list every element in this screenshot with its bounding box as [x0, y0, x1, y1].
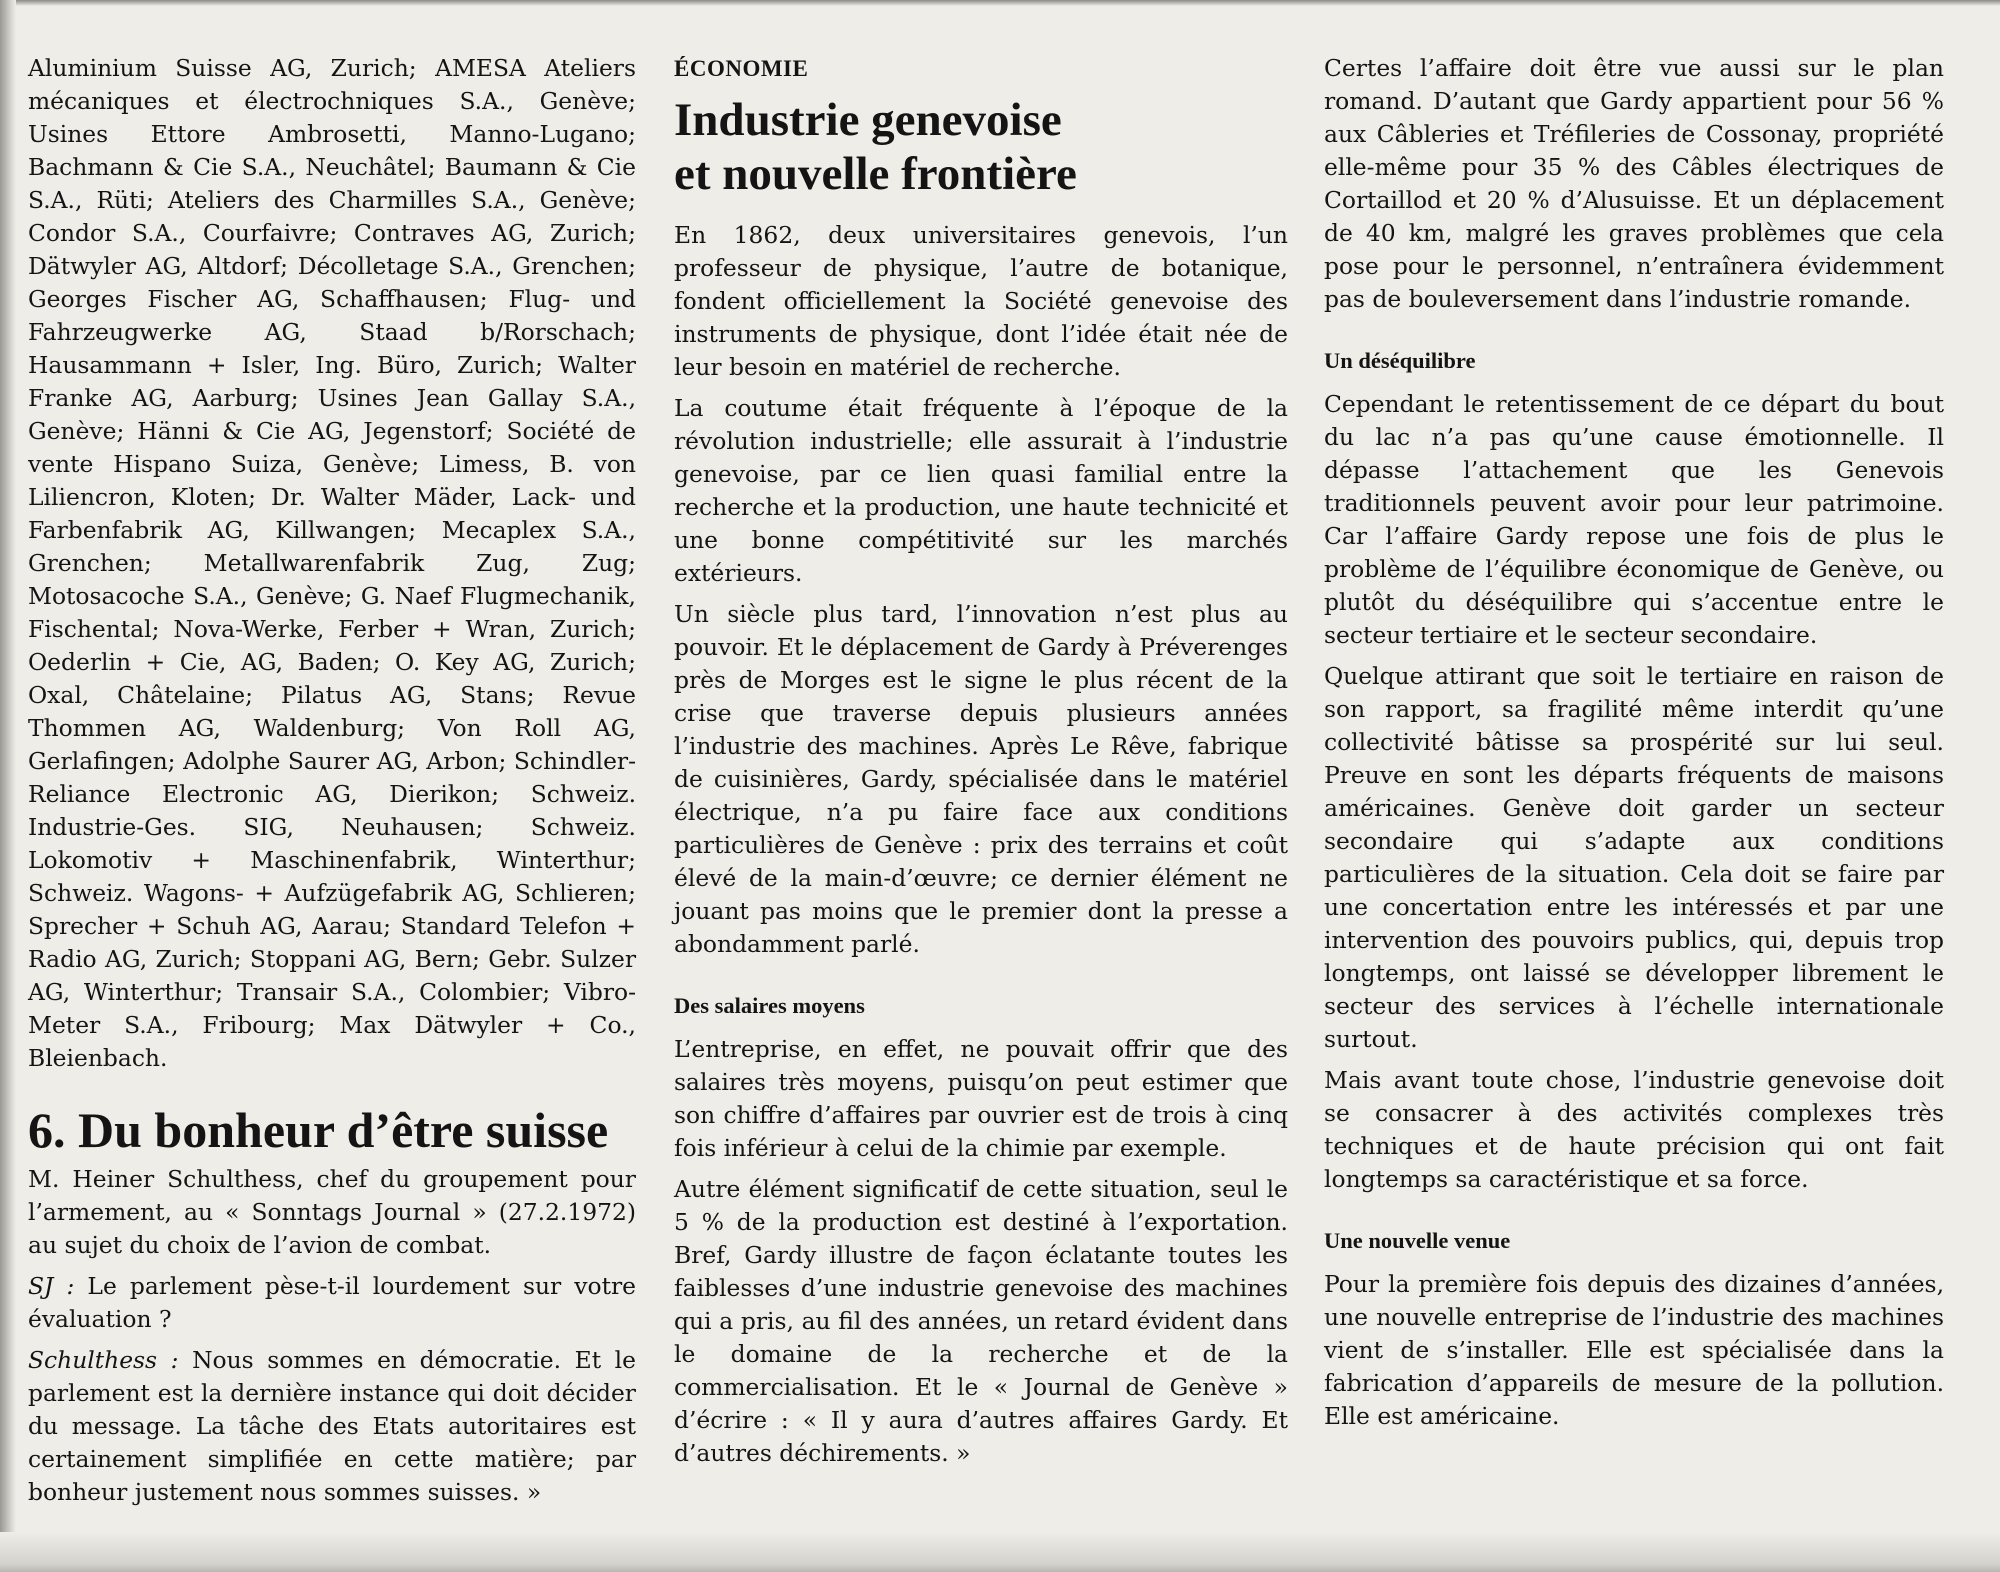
headline-line-1: Industrie genevoise: [674, 94, 1062, 146]
article-paragraph-7: Cependant le retentissement de ce départ du bout du lac n’a pas qu’une cause émotionnelle. Il dépasse l’attachement que les Genevois traditionnels peuvent avoir pour leur patrimoine. Car l’affaire Gardy repose une fois de plus le problème de l’équilibre économique de Genève, ou plutôt du déséquilibre qui s’accentue entre le secteur tertiaire et le secteur secondaire.: [1324, 390, 1944, 649]
question-text: Le parlement pèse-t-il lourdement sur votre évaluation ?: [28, 1272, 636, 1333]
article-paragraph-9: Mais avant toute chose, l’industrie genevoise doit se consacrer à des activités complexes très techniques et de haute précision qui ont fait longtemps sa caractéristique et sa force.: [1324, 1066, 1944, 1193]
article-paragraph-3: Un siècle plus tard, l’innovation n’est plus au pouvoir. Et le déplacement de Gardy à Préverenges près de Morges est le signe le plus récent de la crise que traverse depuis plusieurs années l’industrie des machines. Après Le Rêve, fabrique de cuisinières, Gardy, spécialisée dans le matériel électrique, n’a pu faire face aux conditions particulières de Genève : prix des terrains et coût élevé de la main-d’œuvre; ce dernier élément ne jouant pas moins que le premier dont la presse a abondamment parlé.: [674, 600, 1288, 958]
section-title: 6. Du bonheur d’être suisse: [28, 1102, 609, 1158]
article-paragraph-5: Autre élément significatif de cette situation, seul le 5 % de la production est destiné à l’exportation. Bref, Gardy illustre de façon éclatante toutes les faiblesses d’une industrie genevoise des machines qui a pris, au fil des années, un retard évident dans le domaine de la recherche et de la commercialisation. Et le « Journal de Genève » d’écrire : « Il y aura d’autres affaires Gardy. Et d’autres déchirements. »: [674, 1175, 1288, 1467]
section-label: ÉCONOMIE: [674, 56, 809, 81]
subheading-desequilibre: Un déséquilibre: [1324, 348, 1476, 373]
article-paragraph-2: La coutume était fréquente à l’époque de la révolution industrielle; elle assurait à l’industrie genevoise, par ce lien quasi familial entre la recherche et la production, une haute technicité et une bonne compétitivité sur les marchés extérieurs.: [674, 394, 1288, 587]
page-left-shadow: [0, 0, 16, 1572]
article-paragraph-1: En 1862, deux universitaires genevois, l’un professeur de physique, l’autre de botanique, fondent officiellement la Société genevoise des instruments de physique, dont l’idée était née de leur besoin en matériel de recherche.: [674, 221, 1288, 381]
interview-question: [28, 1270, 636, 1336]
article-paragraph-8: Quelque attirant que soit le tertiaire en raison de son rapport, sa fragilité même interdit qu’une collectivité bâtisse sa prospérité sur lui seul. Preuve en sont les départs fréquents de maisons américaines. Genève doit garder un secteur secondaire qui s’adapte aux conditions particulières de la situation. Cela doit se faire par une concertation entre les intéressés et par une intervention des pouvoirs publics, qui, depuis trop longtemps, ont laissé se développer librement le secteur des services à l’échelle internationale surtout.: [1324, 662, 1944, 1053]
column-right: [1324, 52, 1944, 1441]
interview-answer: [28, 1344, 636, 1509]
article-headline: [674, 93, 1288, 201]
question-speaker: SJ :: [28, 1272, 75, 1300]
subheading-salaires: Des salaires moyens: [674, 993, 865, 1018]
answer-speaker: Schulthess :: [28, 1346, 179, 1374]
article-paragraph-6: Certes l’affaire doit être vue aussi sur le plan romand. D’autant que Gardy appartient pour 56 % aux Câbleries et Tréfileries de Cossonay, propriété elle-même pour 35 % des Câbles électriques de Cortaillod et 20 % d’Alusuisse. Et un déplacement de 40 km, malgré les graves problèmes que cela pose pour le personnel, n’entraînera évidemment pas de bouleversement dans l’industrie romande.: [1324, 54, 1944, 313]
headline-line-2: et nouvelle frontière: [674, 148, 1077, 200]
column-left: [28, 52, 636, 1517]
answer-text: Nous sommes en démocratie. Et le parlement est la dernière instance qui doit décider du message. La tâche des Etats autoritaires est certainement simplifiée en cette matière; par bonheur justement nous sommes suisses. »: [28, 1346, 636, 1506]
subheading-nouvelle-venue: Une nouvelle venue: [1324, 1228, 1511, 1253]
page-bottom-shadow: [0, 1532, 2000, 1572]
column-middle: [674, 52, 1288, 1478]
article-paragraph-10: Pour la première fois depuis des dizaines d’années, une nouvelle entreprise de l’industrie des machines vient de s’installer. Elle est spécialisée dans la fabrication d’appareils de mesure de la pollution. Elle est américaine.: [1324, 1270, 1944, 1430]
page-top-shadow: [0, 0, 2000, 6]
interview-intro: M. Heiner Schulthess, chef du groupement pour l’armement, au « Sonntags Journal » (27.2.1972) au sujet du choix de l’avion de combat.: [28, 1165, 636, 1259]
company-list-paragraph: Aluminium Suisse AG, Zurich; AMESA Ateliers mécaniques et électrochniques S.A., Genève; Usines Ettore Ambrosetti, Manno-Lugano; Bachmann & Cie S.A., Neuchâtel; Baumann & Cie S.A., Rüti; Ateliers des Charmilles S.A., Genève; Condor S.A., Courfaivre; Contraves AG, Zurich; Dätwyler AG, Altdorf; Décolletage S.A., Grenchen; Georges Fischer AG, Schaffhausen; Flug- und Fahrzeugwerke AG, Staad b/Rorschach; Hausammann + Isler, Ing. Büro, Zurich; Walter Franke AG, Aarburg; Usines Jean Gallay S.A., Genève; Hänni & Cie AG, Jegenstorf; Société de vente Hispano Suiza, Genève; Limess, B. von Liliencron, Kloten; Dr. Walter Mäder, Lack- und Farbenfabrik AG, Killwangen; Mecaplex S.A., Grenchen; Metallwarenfabrik Zug, Zug; Motosacoche S.A., Genève; G. Naef Flugmechanik, Fischental; Nova-Werke, Ferber + Wran, Zurich; Oederlin + Cie, AG, Baden; O. Key AG, Zurich; Oxal, Châtelaine; Pilatus AG, Stans; Revue Thommen AG, Waldenburg; Von Roll AG, Gerlafingen; Adolphe Saurer AG, Arbon; Schindler-Reliance Electronic AG, Dierikon; Schweiz. Industrie-Ges. SIG, Neuhausen; Schweiz. Lokomotiv + Maschinenfabrik, Winterthur; Schweiz. Wagons- + Aufzügefabrik AG, Schlieren; Sprecher + Schuh AG, Aarau; Standard Telefon + Radio AG, Zurich; Stoppani AG, Bern; Gebr. Sulzer AG, Winterthur; Transair S.A., Colombier; Vibro-Meter S.A., Fribourg; Max Dätwyler + Co., Bleienbach.: [28, 54, 636, 1072]
article-paragraph-4: L’entreprise, en effet, ne pouvait offrir que des salaires très moyens, puisqu’on peut estimer que son chiffre d’affaires par ouvrier est de trois à cinq fois inférieur à celui de la chimie par exemple.: [674, 1035, 1288, 1162]
